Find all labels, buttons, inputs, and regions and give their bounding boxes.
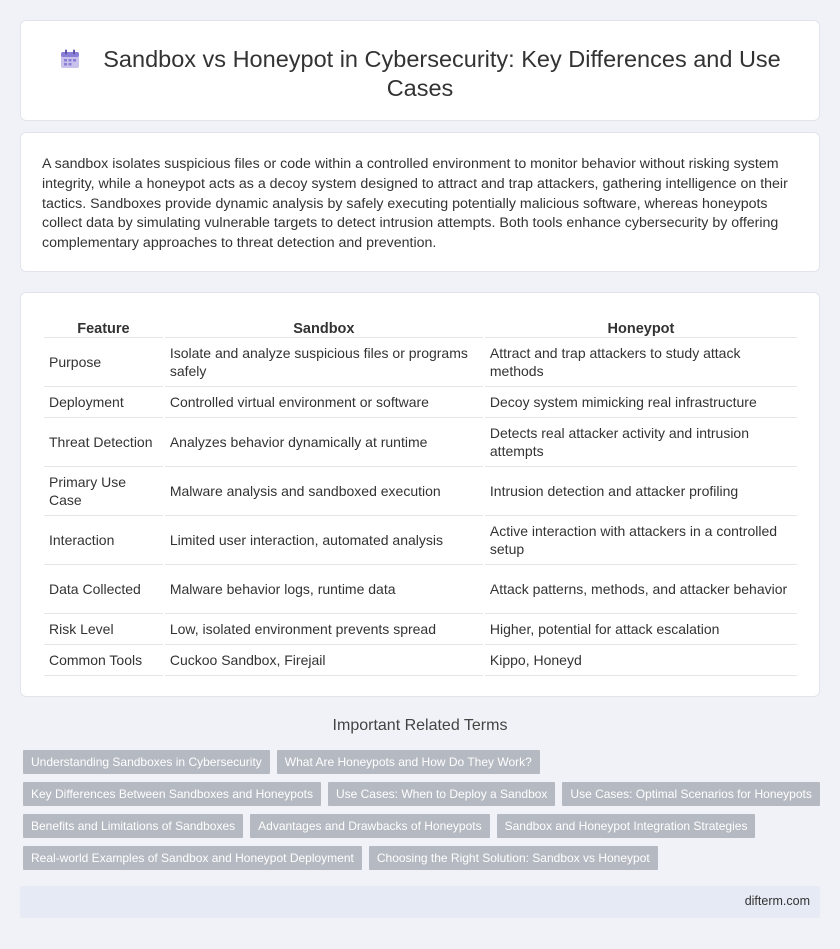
row-honeypot: Detects real attacker activity and intrusion attempts bbox=[485, 418, 797, 467]
row-feature: Purpose bbox=[44, 338, 163, 387]
tag-row bbox=[23, 814, 823, 838]
related-term-link[interactable]: Benefits and Limitations of Sandboxes bbox=[23, 814, 243, 838]
table-row bbox=[44, 565, 797, 614]
related-term-link[interactable]: Advantages and Drawbacks of Honeypots bbox=[250, 814, 489, 838]
related-term-link[interactable]: Real-world Examples of Sandbox and Honeypot Deployment bbox=[23, 846, 362, 870]
related-term-link[interactable]: Sandbox and Honeypot Integration Strategies bbox=[497, 814, 756, 838]
footer bbox=[20, 886, 820, 918]
table-row bbox=[44, 387, 797, 418]
row-sandbox: Limited user interaction, automated analysis bbox=[165, 516, 483, 565]
row-feature: Deployment bbox=[44, 387, 163, 418]
row-honeypot: Higher, potential for attack escalation bbox=[485, 614, 797, 645]
row-honeypot: Attack patterns, methods, and attacker behavior bbox=[485, 565, 797, 614]
header-sandbox: Sandbox bbox=[165, 313, 483, 338]
row-honeypot: Decoy system mimicking real infrastructure bbox=[485, 387, 797, 418]
row-sandbox: Malware behavior logs, runtime data bbox=[165, 565, 483, 614]
related-terms-title: Important Related Terms bbox=[332, 717, 508, 734]
row-honeypot: Kippo, Honeyd bbox=[485, 645, 797, 676]
table-row bbox=[44, 516, 797, 565]
table-row bbox=[44, 467, 797, 516]
comparison-table bbox=[42, 313, 799, 676]
related-term-link[interactable]: Choosing the Right Solution: Sandbox vs Honeypot bbox=[369, 846, 658, 870]
related-terms-list bbox=[23, 750, 823, 878]
header-honeypot: Honeypot bbox=[485, 313, 797, 338]
intro-card bbox=[20, 132, 820, 272]
table-row bbox=[44, 645, 797, 676]
related-term-link[interactable]: Use Cases: Optimal Scenarios for Honeypots bbox=[562, 782, 819, 806]
page-title bbox=[51, 45, 789, 103]
row-sandbox: Cuckoo Sandbox, Firejail bbox=[165, 645, 483, 676]
row-feature: Threat Detection bbox=[44, 418, 163, 467]
row-feature: Common Tools bbox=[44, 645, 163, 676]
related-term-link[interactable]: Key Differences Between Sandboxes and Honeypots bbox=[23, 782, 321, 806]
row-sandbox: Low, isolated environment prevents spread bbox=[165, 614, 483, 645]
table-row bbox=[44, 418, 797, 467]
row-sandbox: Controlled virtual environment or software bbox=[165, 387, 483, 418]
comparison-card bbox=[20, 292, 820, 697]
table-header-row bbox=[44, 313, 797, 338]
related-term-link[interactable]: Use Cases: When to Deploy a Sandbox bbox=[328, 782, 555, 806]
tag-row bbox=[23, 750, 823, 774]
header-feature: Feature bbox=[44, 313, 163, 338]
row-feature: Primary Use Case bbox=[44, 467, 163, 516]
row-feature: Data Collected bbox=[44, 565, 163, 614]
tag-row bbox=[23, 782, 823, 806]
row-sandbox: Malware analysis and sandboxed execution bbox=[165, 467, 483, 516]
related-term-link[interactable]: What Are Honeypots and How Do They Work? bbox=[277, 750, 540, 774]
title-card bbox=[20, 20, 820, 121]
row-honeypot: Intrusion detection and attacker profiling bbox=[485, 467, 797, 516]
intro-paragraph: A sandbox isolates suspicious files or code within a controlled environment to monitor behavior without risking system integrity, while a honeypot acts as a decoy system designed to attract and trap attackers, gathering intelligence on their tactics. Sandboxes provide dynamic analysis by safely executing potentially malicious software, whereas honeypots collect data by simulating vulnerable targets to detect intrusion attempts. Both tools enhance cybersecurity by offering complementary approaches to threat detection and prevention. bbox=[42, 156, 788, 252]
row-sandbox: Analyzes behavior dynamically at runtime bbox=[165, 418, 483, 467]
tag-row bbox=[23, 846, 823, 870]
table-row bbox=[44, 338, 797, 387]
table-row bbox=[44, 614, 797, 645]
row-honeypot: Active interaction with attackers in a controlled setup bbox=[485, 516, 797, 565]
row-honeypot: Attract and trap attackers to study attack methods bbox=[485, 338, 797, 387]
row-sandbox: Isolate and analyze suspicious files or programs safely bbox=[165, 338, 483, 387]
row-feature: Interaction bbox=[44, 516, 163, 565]
related-term-link[interactable]: Understanding Sandboxes in Cybersecurity bbox=[23, 750, 270, 774]
page-title-text: Sandbox vs Honeypot in Cybersecurity: Key Differences and Use Cases bbox=[103, 46, 781, 101]
footer-site-link[interactable]: difterm.com bbox=[744, 894, 810, 908]
row-feature: Risk Level bbox=[44, 614, 163, 645]
calendar-icon bbox=[59, 48, 81, 70]
